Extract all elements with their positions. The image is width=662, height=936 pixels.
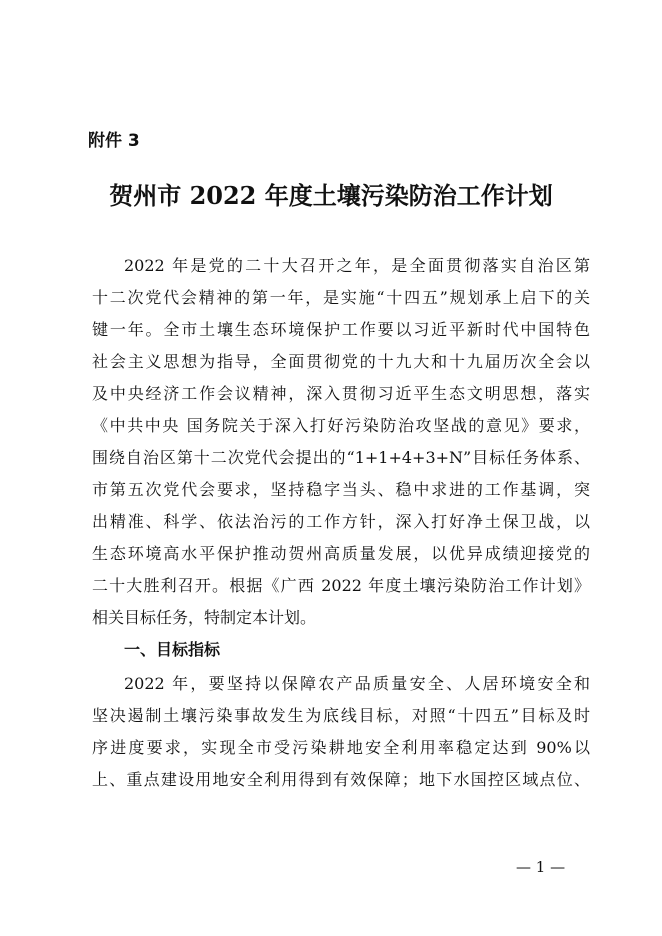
paragraph-line: 出精准、科学、依法治污的工作方针，深入打好净土保卫战，以 — [92, 512, 590, 531]
paragraph-line: 2022 年是党的二十大召开之年，是全面贯彻落实自治区第 — [124, 256, 590, 275]
paragraph-line: 围绕自治区第十二次党代会提出的“1+1+4+3+N”目标任务体系、 — [92, 448, 590, 467]
section-heading: 一、目标指标 — [124, 640, 221, 659]
page-number: — 1 — — [516, 858, 566, 876]
paragraph-line: 十二次党代会精神的第一年，是实施“十四五”规划承上启下的关 — [92, 288, 590, 307]
paragraph-line: 生态环境高水平保护推动贺州高质量发展，以优异成绩迎接党的 — [92, 544, 590, 563]
paragraph-line: 《中共中央 国务院关于深入打好污染防治攻坚战的意见》要求， — [92, 416, 590, 435]
paragraph-line: 上、重点建设用地安全利用得到有效保障；地下水国控区域点位、 — [92, 770, 590, 789]
paragraph-line: 社会主义思想为指导，全面贯彻党的十九大和十九届历次全会以 — [92, 352, 590, 371]
attachment-label: 附件 3 — [88, 131, 140, 151]
paragraph-line: 市第五次党代会要求，坚持稳字当头、稳中求进的工作基调，突 — [92, 480, 590, 499]
document-title: 贺州市 2022 年度土壤污染防治工作计划 — [109, 181, 553, 210]
paragraph-line: 相关目标任务，特制定本计划。 — [92, 608, 317, 627]
paragraph-line: 二十大胜利召开。根据《广西 2022 年度土壤污染防治工作计划》 — [92, 576, 590, 595]
paragraph-line: 坚决遏制土壤污染事故发生为底线目标，对照“十四五”目标及时 — [92, 706, 590, 725]
paragraph-line: 序进度要求，实现全市受污染耕地安全利用率稳定达到 90%以 — [92, 738, 590, 757]
paragraph-line: 及中央经济工作会议精神，深入贯彻习近平生态文明思想，落实 — [92, 384, 590, 403]
paragraph-line: 2022 年，要坚持以保障农产品质量安全、人居环境安全和 — [124, 674, 590, 693]
paragraph-line: 键一年。全市土壤生态环境保护工作要以习近平新时代中国特色 — [92, 320, 590, 339]
